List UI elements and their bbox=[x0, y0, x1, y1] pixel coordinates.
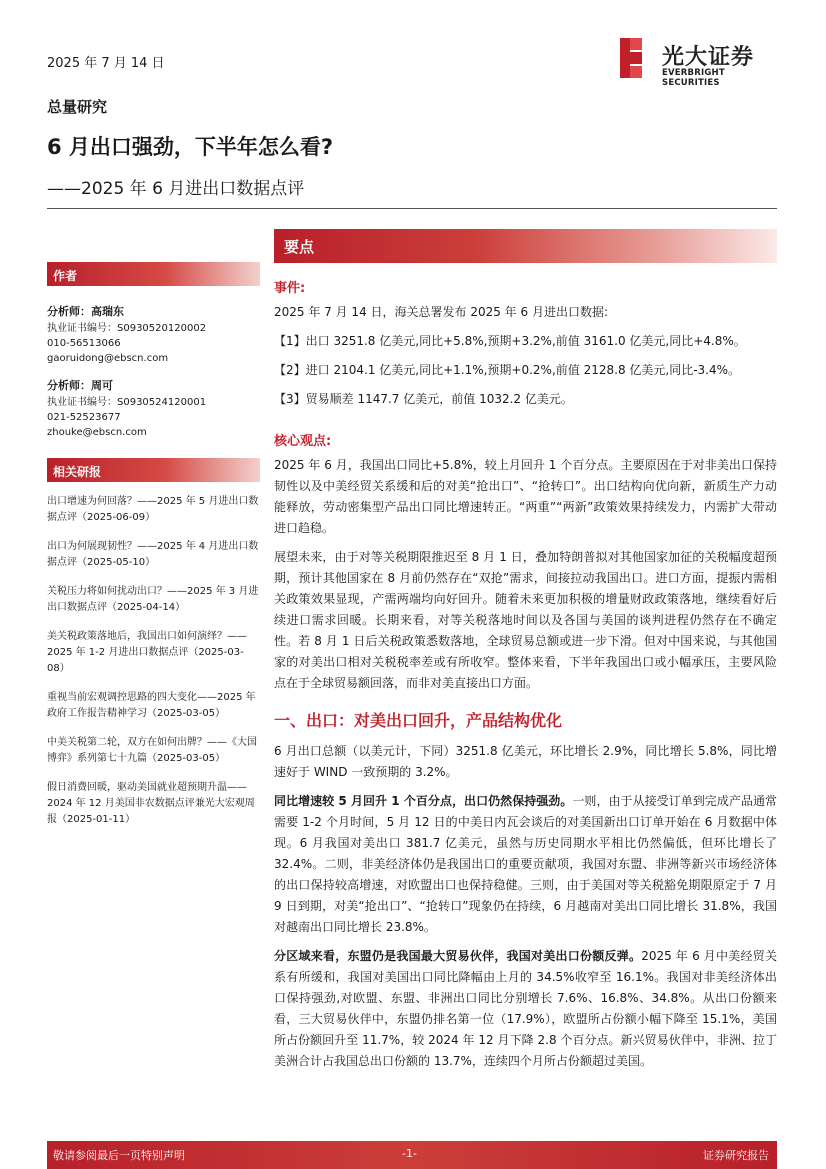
section-paragraph bbox=[274, 791, 777, 938]
research-item[interactable]: 出口为何展现韧性？——2025 年 4 月进出口数据点评（2025-05-10） bbox=[47, 541, 259, 568]
paragraph-lead: 分区域来看，东盟仍是我国最大贸易伙伴，我国对美出口份额反弹。 bbox=[274, 949, 642, 963]
main-content bbox=[274, 229, 777, 1072]
core-view-label: 核心观点: bbox=[274, 434, 332, 449]
research-item[interactable]: 关税压力将如何扰动出口？——2025 年 3 月进出口数据点评（2025-04-14） bbox=[47, 586, 259, 613]
section-paragraph: 6 月出口总额（以美元计，下同）3251.8 亿美元，环比增长 2.9%，同比增长 5.8%，同比增速好于 WIND 一致预期的 3.2%。 bbox=[274, 744, 777, 779]
research-item[interactable]: 重视当前宏观调控思路的四大变化——2025 年政府工作报告精神学习（2025-03-05） bbox=[47, 692, 256, 719]
event-label: 事件: bbox=[274, 281, 306, 296]
sidebar bbox=[47, 262, 260, 841]
event-item: 【3】贸易顺差 1147.7 亿美元，前值 1032.2 亿美元。 bbox=[274, 392, 573, 406]
research-item[interactable]: 假日消费回暖，驱动美国就业超预期升温——2024 年 12 月美国非农数据点评兼光大宏观周报（2025-01-11） bbox=[47, 782, 255, 825]
analyst-email[interactable]: gaoruidong@ebscn.com bbox=[47, 353, 169, 364]
disclaimer-link[interactable]: 敬请参阅最后一页特别声明 bbox=[53, 1149, 185, 1162]
report-date: 2025 年 7 月 14 日 bbox=[47, 56, 165, 71]
paragraph-lead: 同比增速较 5 月回升 1 个百分点，出口仍然保持强劲。 bbox=[274, 794, 573, 808]
analyst-name: 分析师：周可 bbox=[47, 379, 113, 392]
core-paragraph: 2025 年 6 月，我国出口同比+5.8%，较上月回升 1 个百分点。主要原因在于对非美出口保持韧性以及中美经贸关系缓和后的对美“抢出口”、“抢转口”。出口结构向优向新，新质生产力动能释放，劳动密集型产品出口同比增速转正。“两重”“两新”政策效果持续发力，内需扩大带动进口趋稳。 bbox=[274, 458, 777, 535]
related-research-heading: 相关研报 bbox=[47, 458, 260, 482]
header-divider bbox=[47, 208, 777, 209]
event-item: 【1】出口 3251.8 亿美元,同比+5.8%,预期+3.2%,前值 3161.0 亿美元,同比+4.8%。 bbox=[274, 334, 746, 348]
paragraph-body: 2025 年 6 月中美经贸关系有所缓和，我国对美国出口同比降幅由上月的 34.5%收窄至 16.1%。我国对非美经济体出口保持强劲,对欧盟、东盟、非洲出口同比分别增长 7.6%、16.8%、34.8%。从出口份额来看，三大贸易伙伴中，东盟仍排名第一位（17.9%），欧盟所占份额小幅下降至 15.1%，美国所占份额回升至 11.7%，较 2024 年 12 月下降 2.8 个百分点。新兴贸易伙伴中，非洲、拉丁美洲合计占我国总出口份额的 13.7%，连续四个月所占份额超过美国。 bbox=[274, 949, 777, 1068]
analyst-card bbox=[47, 378, 260, 440]
research-item[interactable]: 美关税政策落地后，我国出口如何演绎？——2025 年 1-2 月进出口数据点评（2025-03-08） bbox=[47, 631, 247, 674]
analyst-phone: 021-52523677 bbox=[47, 412, 121, 423]
core-paragraph: 展望未来，由于对等关税期限推迟至 8 月 1 日，叠加特朗普拟对其他国家加征的关税幅度超预期，预计其他国家在 8 月前仍然存在“双抢”需求，间接拉动我国出口。进口方面，提振内需相关政策效果显现，产需两端均向好回升。随着未来更加积极的增量财政政策落地，继续看好后续进口需求回暖。长期来看，对等关税落地时间以及各国与美国的谈判进程仍然存在不确定性。若 8 月 1 日后关税政策悉数落地，全球贸易总额或进一步下滑。但对中国来说，与其他国家的对美出口相对关税税率差或有所收窄。整体来看，下半年我国出口或小幅承压，主要风险点在于全球贸易额回落，而非对美直接出口方面。 bbox=[274, 550, 777, 690]
event-intro: 2025 年 7 月 14 日，海关总署发布 2025 年 6 月进出口数据: bbox=[274, 305, 608, 319]
report-category: 总量研究 bbox=[47, 98, 108, 116]
analyst-license: 执业证书编号：S0930524120001 bbox=[47, 397, 207, 408]
research-item[interactable]: 出口增速为何回落？——2025 年 5 月进出口数据点评（2025-06-09） bbox=[47, 496, 259, 523]
analyst-card bbox=[47, 304, 260, 366]
report-title: 6 月出口强劲，下半年怎么看? bbox=[47, 135, 334, 159]
event-item: 【2】进口 2104.1 亿美元,同比+1.1%,预期+0.2%,前值 2128.8 亿美元,同比-3.4%。 bbox=[274, 363, 741, 377]
page-footer bbox=[47, 1141, 777, 1169]
analyst-name: 分析师：高瑞东 bbox=[47, 305, 124, 318]
analyst-email[interactable]: zhouke@ebscn.com bbox=[47, 427, 147, 438]
analyst-license: 执业证书编号：S0930520120002 bbox=[47, 323, 207, 334]
report-subtitle: ——2025 年 6 月进出口数据点评 bbox=[47, 179, 305, 199]
section-heading: 一、出口：对美出口回升，产品结构优化 bbox=[274, 711, 563, 730]
related-research-list bbox=[47, 494, 260, 828]
paragraph-body: 一则，由于从接受订单到完成产品通常需要 1-2 个月时间，5 月 12 日的中美日内瓦会谈后的对美国新出口订单开始在 6 月数据中体现。6 月我国对美出口 381.7 亿美元，虽然与历史同期水平相比仍然偏低，但环比增长了 32.4%。二则，非美经济体仍是我国出口的重要贡献项，我国对东盟、非洲等新兴市场经济体的出口保持较高增速，对欧盟出口也保持稳健。三则，由于美国对等关税豁免期限原定于 7 月 9 日到期，对美“抢出口”、“抢转口”现象仍在持续，6 月越南对美出口同比增长 31.8%，我国对越南出口同比增长 23.8%。 bbox=[274, 794, 777, 934]
analyst-phone: 010-56513066 bbox=[47, 338, 121, 349]
key-points-banner: 要点 bbox=[274, 229, 777, 263]
company-logo bbox=[620, 38, 780, 88]
logo-text-cn: 光大证券 bbox=[662, 45, 755, 70]
section-paragraph bbox=[274, 946, 777, 1072]
research-item[interactable]: 中美关税第二轮，双方在如何出牌？——《大国博弈》系列第七十九篇（2025-03-05） bbox=[47, 737, 257, 764]
report-type-label: 证券研究报告 bbox=[703, 1149, 769, 1162]
everbright-logo-icon bbox=[620, 38, 642, 78]
authors-heading: 作者 bbox=[47, 262, 260, 286]
logo-text-en: EVERBRIGHT SECURITIES bbox=[662, 68, 725, 88]
page-number: -1- bbox=[402, 1147, 417, 1160]
